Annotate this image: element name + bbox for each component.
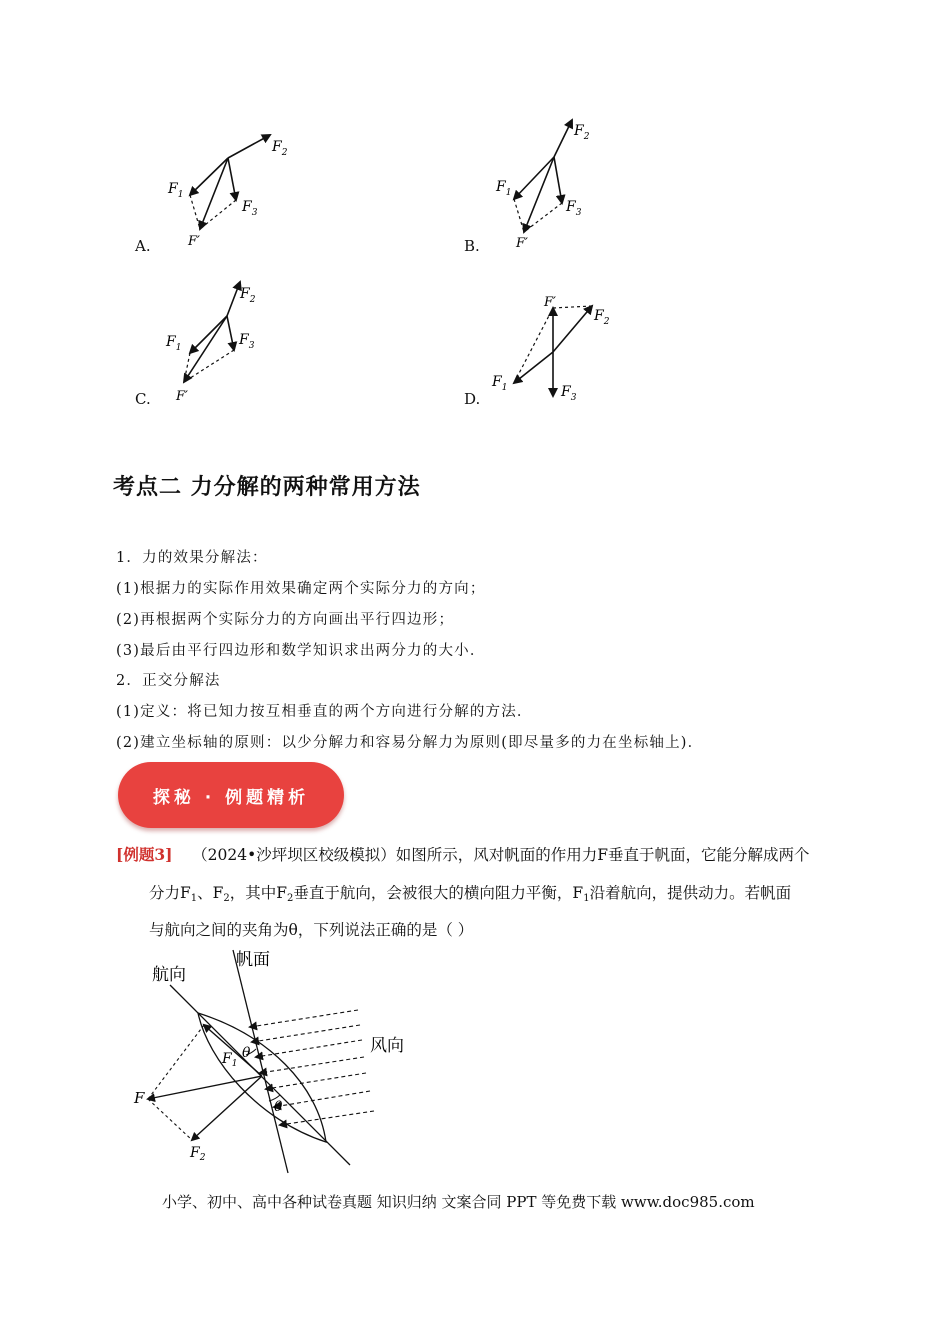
label-fprime: F′ [544, 295, 556, 310]
label-f3: $F_3$ [566, 199, 582, 218]
force-f2-arrow [553, 306, 592, 352]
wind-arrows [250, 1010, 374, 1125]
label-f1: $F_1$ [168, 181, 184, 200]
body-line-5: 2．正交分解法 [116, 673, 221, 689]
label-theta-bottom: θ [274, 1099, 283, 1115]
label-f1: $F_1$ [496, 179, 512, 198]
example-text-2a: 分力F [149, 884, 191, 902]
label-f1: $F_1$ [166, 334, 182, 353]
example-text-1: （2024•沙坪坝区校级模拟）如图所示，风对帆面的作用力F垂直于帆面，它能分解成两个 [192, 846, 810, 864]
label-f2: $F_2$ [240, 286, 256, 305]
force-f1-arrow [514, 352, 553, 383]
example-text-2c: ，其中F [229, 884, 288, 902]
option-c-label[interactable]: C. [135, 390, 151, 408]
example-line-1 [116, 843, 810, 865]
example-tag: [例题3] [116, 845, 173, 864]
force-f3-arrow [227, 316, 234, 350]
resultant-fprime-arrow [524, 157, 554, 232]
example-text-2e: 沿着航向，提供动力。若帆面 [589, 884, 792, 902]
sub-1: 1 [190, 893, 198, 904]
force-f1-arrow [190, 158, 228, 195]
force-f3-arrow [554, 157, 562, 203]
body-line-6: (1)定义：将已知力按互相垂直的两个方向进行分解的方法． [116, 704, 533, 720]
dashed-line [148, 1025, 204, 1099]
label-heading: 航向 [152, 965, 186, 985]
label-f2: $F_2$ [190, 1145, 206, 1163]
label-f2: $F_2$ [272, 139, 288, 158]
label-f1: $F_1$ [492, 374, 508, 393]
body-line-1: 1．力的效果分解法： [116, 550, 268, 566]
force-f2-arrow [227, 282, 240, 316]
force-f2-arrow [192, 1076, 262, 1140]
dashed-line [184, 350, 234, 382]
option-a-diagram [160, 125, 300, 255]
body-line-4: (3)最后由平行四边形和数学知识求出两分力的大小． [116, 643, 486, 659]
sail-line [233, 950, 288, 1173]
option-b-label[interactable]: B. [464, 237, 480, 255]
example-line-2 [149, 881, 791, 904]
label-f1: $F_1$ [222, 1051, 238, 1069]
label-fprime: F′ [516, 236, 528, 251]
resultant-fprime-arrow [200, 158, 228, 229]
example-banner [118, 762, 344, 828]
label-fprime: F′ [176, 389, 188, 404]
banner-text: 探秘 · 例题精析 [152, 787, 310, 808]
example-text-2b: 、F [197, 884, 224, 902]
force-f3-arrow [228, 158, 236, 200]
dashed-line [514, 199, 524, 232]
label-sail: 帆面 [236, 950, 270, 970]
example-text-2d: 垂直于航向，会被很大的横向阻力平衡，F [293, 884, 584, 902]
body-line-3: (2)再根据两个实际分力的方向画出平行四边形； [116, 612, 455, 628]
label-f3: $F_3$ [561, 384, 577, 403]
sub-2: 2 [223, 893, 230, 904]
force-f-arrow [148, 1076, 262, 1099]
section-title: 考点二 力分解的两种常用方法 [113, 475, 421, 500]
body-line-7: (2)建立坐标轴的原则：以少分解力和容易分解力为原则(即尽量多的力在坐标轴上)． [116, 735, 704, 751]
example-line-3: 与航向之间的夹角为θ，下列说法正确的是（ ） [149, 921, 474, 939]
body-line-2: (1)根据力的实际作用效果确定两个实际分力的方向； [116, 581, 486, 597]
label-wind: 风向 [370, 1036, 404, 1056]
dashed-line [190, 195, 200, 229]
option-b-diagram [488, 115, 608, 255]
label-f3: $F_3$ [239, 332, 255, 351]
label-f2: $F_2$ [574, 123, 590, 142]
resultant-fprime-arrow [184, 316, 227, 382]
sail-force-diagram [128, 945, 428, 1180]
footer-text: 小学、初中、高中各种试卷真题 知识归纳 文案合同 PPT 等免费下载 www.doc985.com [162, 1193, 755, 1211]
option-a-label[interactable]: A. [135, 237, 151, 255]
sub-1b: 1 [583, 893, 590, 904]
option-c-diagram [160, 278, 280, 408]
label-fprime: F′ [188, 234, 200, 249]
dashed-line [148, 1099, 192, 1140]
label-f3: $F_3$ [242, 199, 258, 218]
option-d-label[interactable]: D. [464, 390, 481, 408]
option-d-diagram [488, 290, 618, 405]
force-f1-arrow [190, 316, 227, 353]
label-f: F [134, 1089, 145, 1107]
dashed-line [514, 308, 553, 383]
label-f2: $F_2$ [594, 308, 610, 327]
label-theta-top: θ [242, 1045, 251, 1061]
sub-2b: 2 [287, 893, 294, 904]
dashed-line [553, 306, 592, 308]
force-f1-arrow [514, 157, 554, 199]
force-f2-arrow [228, 135, 270, 158]
force-f2-arrow [554, 120, 572, 157]
